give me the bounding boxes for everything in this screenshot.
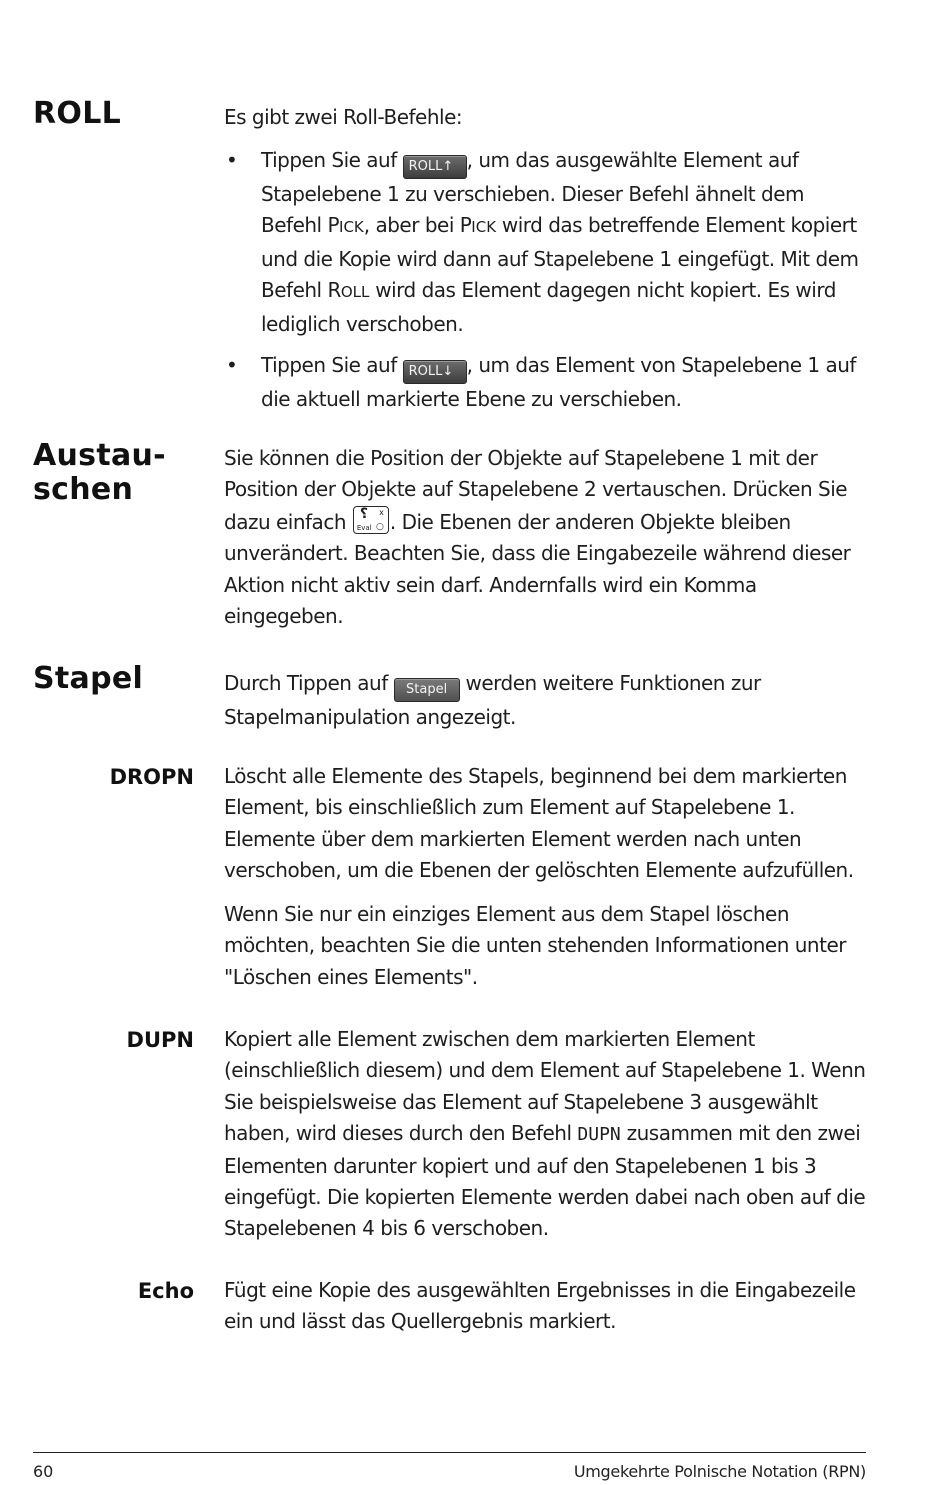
heading-stapel: Stapel [33, 661, 144, 696]
roll-up-key-icon: ROLL↑ [403, 155, 467, 179]
stapel-key-icon: Stapel [394, 678, 460, 702]
stapel-text: Durch Tippen auf Stapel werden weitere Funktionen zur Stapelmanipulation angezeigt. [224, 671, 761, 729]
roll-bullet-down: • Tippen Sie auf ROLL↓ , um das Element von Stapelebene 1 auf die aktuell markierte Ebene zu verschieben. [224, 350, 870, 415]
bullet-dot: • [226, 148, 238, 172]
dupn-code: DUPN [577, 1124, 621, 1146]
heading-echo: Echo [137, 1279, 194, 1303]
dupn-text: Kopiert alle Element zwischen dem markierten Element (einschließlich diesem) und dem Element auf Stapelebene 1. Wenn Sie beispielsweise das Element auf Stapelebene 3 ausgewählt haben, wird dieses durch den Befehl DUPN zusammen mit den zwei Elementen darunter kopiert und auf den Stapelebenen 1 bis 3 eingefügt. Die kopierten Elemente werden dabei nach oben auf die Stapelebenen 4 bis 6 verschoben. [224, 1027, 866, 1241]
echo-text: Fügt eine Kopie des ausgewählten Ergebnisses in die Eingabezeile ein und lässt das Quellergebnis markiert. [224, 1278, 856, 1334]
page-number: 60 [33, 1462, 54, 1481]
roll-down-key-icon: ROLL↓ [403, 360, 467, 384]
heading-dropn: DROPN [109, 765, 194, 789]
dropn-paragraph-1: Löscht alle Elemente des Stapels, beginnend bei dem markierten Element, bis einschließlich zum Element auf Stapelebene 1. Elemente über dem markierten Element werden nach unten verschoben, um die Ebenen der gelöschten Elemente aufzufüllen. [224, 764, 854, 883]
heading-austauschen: Austau- schen [33, 438, 166, 507]
bullet-dot: • [226, 353, 238, 378]
footer-rule [33, 1452, 866, 1453]
austauschen-text: Sie können die Position der Objekte auf Stapelebene 1 mit der Position der Objekte auf Stapelebene 2 vertauschen. Drücken Sie dazu einfach ⸮ x Eval ○ . Die Ebenen der anderen Objekte bleiben unverändert. Beachten Sie, dass die Eingabezeile während dieser Aktion nicht aktiv sein darf. Andernfalls wird ein Komma eingegeben. [224, 446, 851, 629]
roll-intro: Es gibt zwei Roll-Befehle: [224, 105, 463, 129]
heading-dupn: DUPN [126, 1028, 194, 1052]
roll-bullet-list [224, 145, 870, 415]
swap-key-icon: ⸮ x Eval ○ [353, 506, 389, 534]
dropn-paragraph-2: Wenn Sie nur ein einziges Element aus dem Stapel löschen möchten, beachten Sie die unten stehenden Informationen unter "Löschen eines Elements". [224, 902, 846, 989]
heading-roll: ROLL [33, 96, 122, 131]
roll-bullet-up: • Tippen Sie auf ROLL↑ , um das ausgewählte Element auf Stapelebene 1 zu verschieben. Dieser Befehl ähnelt dem Befehl PICK, aber bei PICK wird das betreffende Element kopiert und die Kopie wird dann auf Stapelebene 1 eingefügt. Mit dem Befehl ROLL wird das Element dagegen nicht kopiert. Es wird lediglich verschoben. [224, 145, 870, 340]
chapter-title: Umgekehrte Polnische Notation (RPN) [573, 1462, 866, 1481]
